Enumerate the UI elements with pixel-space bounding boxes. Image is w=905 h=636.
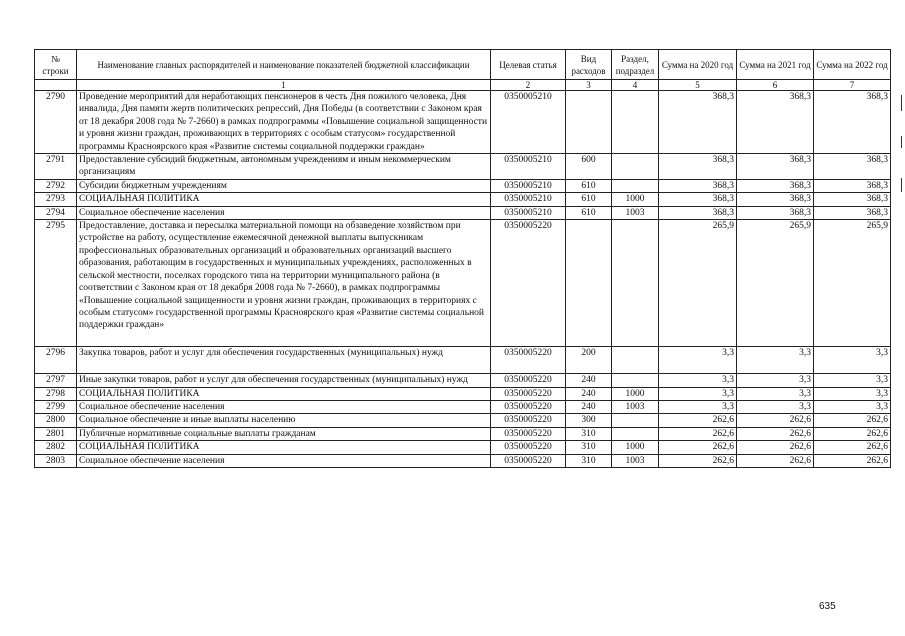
row-sum-2020: 265,9	[659, 220, 737, 347]
row-sum-2022: 368,3	[814, 91, 891, 154]
row-target: 0350005210	[491, 91, 566, 154]
row-type: 610	[566, 179, 612, 192]
table-row	[35, 346, 891, 373]
row-section	[612, 427, 659, 440]
table-row	[35, 374, 891, 387]
table-row	[35, 91, 891, 154]
row-name: СОЦИАЛЬНАЯ ПОЛИТИКА	[77, 193, 491, 206]
row-sum-2022: 262,6	[814, 441, 891, 454]
table-row	[35, 387, 891, 400]
table-row	[35, 206, 891, 219]
row-sum-2021: 3,3	[737, 346, 814, 373]
row-section: 1003	[612, 454, 659, 467]
row-name: СОЦИАЛЬНАЯ ПОЛИТИКА	[77, 441, 491, 454]
header-sum-2020: Сумма на 2020 год	[659, 50, 737, 80]
row-number: 2796	[35, 346, 77, 373]
row-name: Предоставление субсидий бюджетным, автономным учреждениям и иным некоммерческим организациям	[77, 154, 491, 180]
row-name: Социальное обеспечение населения	[77, 206, 491, 219]
column-number-row	[35, 80, 891, 91]
row-section: 1003	[612, 400, 659, 413]
row-type: 310	[566, 427, 612, 440]
table-row	[35, 427, 891, 440]
row-sum-2021: 368,3	[737, 154, 814, 180]
row-target: 0350005210	[491, 206, 566, 219]
row-sum-2022: 262,6	[814, 427, 891, 440]
row-sum-2020: 368,3	[659, 193, 737, 206]
row-target: 0350005220	[491, 387, 566, 400]
row-target: 0350005210	[491, 154, 566, 180]
row-sum-2020: 262,6	[659, 454, 737, 467]
header-name: Наименование главных распорядителей и наименование показателей бюджетной классификации	[77, 50, 491, 80]
row-sum-2022: 265,9	[814, 220, 891, 347]
row-sum-2020: 3,3	[659, 387, 737, 400]
table-row	[35, 400, 891, 413]
row-name: Иные закупки товаров, работ и услуг для обеспечения государственных (муниципальных) нужд	[77, 374, 491, 387]
header-section: Раздел, подраздел	[612, 50, 659, 80]
row-number: 2799	[35, 400, 77, 413]
row-sum-2021: 3,3	[737, 400, 814, 413]
page-number: 635	[819, 601, 836, 612]
row-sum-2020: 368,3	[659, 91, 737, 154]
column-number: 7	[814, 80, 891, 91]
row-section	[612, 346, 659, 373]
row-sum-2022: 3,3	[814, 374, 891, 387]
row-section	[612, 179, 659, 192]
row-section	[612, 414, 659, 427]
row-sum-2022: 262,6	[814, 414, 891, 427]
column-number	[35, 80, 77, 91]
row-number: 2803	[35, 454, 77, 467]
row-type: 310	[566, 441, 612, 454]
row-number: 2791	[35, 154, 77, 180]
row-name: Социальное обеспечение населения	[77, 400, 491, 413]
row-number: 2792	[35, 179, 77, 192]
row-sum-2021: 368,3	[737, 206, 814, 219]
column-number: 1	[77, 80, 491, 91]
row-sum-2021: 262,6	[737, 441, 814, 454]
table-row	[35, 179, 891, 192]
row-section	[612, 220, 659, 347]
row-target: 0350005210	[491, 193, 566, 206]
header-sum-2022: Сумма на 2022 год	[814, 50, 891, 80]
header-row-no: № строки	[35, 50, 77, 80]
budget-table	[34, 49, 891, 468]
row-section	[612, 374, 659, 387]
table-row	[35, 154, 891, 180]
row-section: 1003	[612, 206, 659, 219]
row-sum-2021: 262,6	[737, 454, 814, 467]
row-target: 0350005220	[491, 374, 566, 387]
row-name: Социальное обеспечение и иные выплаты населению	[77, 414, 491, 427]
row-name: Закупка товаров, работ и услуг для обеспечения государственных (муниципальных) нужд	[77, 346, 491, 373]
row-type: 240	[566, 387, 612, 400]
row-number: 2797	[35, 374, 77, 387]
row-target: 0350005220	[491, 346, 566, 373]
header-type: Вид расходов	[566, 50, 612, 80]
row-number: 2795	[35, 220, 77, 347]
row-sum-2022: 368,3	[814, 154, 891, 180]
row-target: 0350005210	[491, 179, 566, 192]
table-row	[35, 220, 891, 347]
row-number: 2802	[35, 441, 77, 454]
row-sum-2020: 262,6	[659, 427, 737, 440]
row-sum-2020: 3,3	[659, 346, 737, 373]
row-sum-2022: 3,3	[814, 400, 891, 413]
column-number: 2	[491, 80, 566, 91]
scan-edge-mark	[901, 136, 902, 148]
table-row	[35, 414, 891, 427]
row-sum-2022: 262,6	[814, 454, 891, 467]
row-sum-2021: 265,9	[737, 220, 814, 347]
row-number: 2800	[35, 414, 77, 427]
row-name: Субсидии бюджетным учреждениям	[77, 179, 491, 192]
row-type: 600	[566, 154, 612, 180]
row-sum-2022: 3,3	[814, 387, 891, 400]
row-target: 0350005220	[491, 400, 566, 413]
row-sum-2022: 3,3	[814, 346, 891, 373]
row-name: Публичные нормативные социальные выплаты гражданам	[77, 427, 491, 440]
row-number: 2798	[35, 387, 77, 400]
row-section	[612, 91, 659, 154]
row-sum-2020: 262,6	[659, 414, 737, 427]
table-row	[35, 193, 891, 206]
row-section: 1000	[612, 387, 659, 400]
row-type: 610	[566, 193, 612, 206]
row-sum-2021: 3,3	[737, 374, 814, 387]
table-row	[35, 441, 891, 454]
row-sum-2021: 262,6	[737, 414, 814, 427]
row-sum-2022: 368,3	[814, 206, 891, 219]
row-target: 0350005220	[491, 441, 566, 454]
scan-edge-mark	[901, 178, 902, 192]
row-sum-2020: 3,3	[659, 374, 737, 387]
row-target: 0350005220	[491, 414, 566, 427]
row-type: 300	[566, 414, 612, 427]
column-number: 6	[737, 80, 814, 91]
column-number: 3	[566, 80, 612, 91]
row-sum-2021: 3,3	[737, 387, 814, 400]
row-type: 240	[566, 400, 612, 413]
row-type: 610	[566, 206, 612, 219]
row-sum-2021: 368,3	[737, 91, 814, 154]
row-sum-2021: 368,3	[737, 193, 814, 206]
row-number: 2793	[35, 193, 77, 206]
row-target: 0350005220	[491, 454, 566, 467]
row-number: 2794	[35, 206, 77, 219]
row-target: 0350005220	[491, 220, 566, 347]
row-number: 2790	[35, 91, 77, 154]
row-type	[566, 91, 612, 154]
header-row	[35, 50, 891, 80]
row-target: 0350005220	[491, 427, 566, 440]
header-sum-2021: Сумма на 2021 год	[737, 50, 814, 80]
row-sum-2020: 368,3	[659, 206, 737, 219]
table-row	[35, 454, 891, 467]
column-number: 5	[659, 80, 737, 91]
row-sum-2020: 368,3	[659, 154, 737, 180]
row-name: Предоставление, доставка и пересылка материальной помощи на обзаведение хозяйством при устройстве на работу, осуществление ежемесячной денежной выплаты выпускникам профессиональных образовательных организаций и образовательных организаций высшего образования, работающим в государственных и муниципальных учреждениях, расположенных в сельской местности, поселках городского типа на территории муниципального района (в соответствии с Законом края от 18 декабря 2008 года № 7-2660), в рамках подпрограммы «Повышение социальной защищенности и уровня жизни граждан, проживающих в территориях с особым статусом» государственной программы Красноярского края «Развитие системы социальной поддержки граждан»	[77, 220, 491, 347]
row-sum-2020: 3,3	[659, 400, 737, 413]
row-sum-2021: 262,6	[737, 427, 814, 440]
column-number: 4	[612, 80, 659, 91]
row-type	[566, 220, 612, 347]
row-type: 240	[566, 374, 612, 387]
row-name: Проведение мероприятий для неработающих пенсионеров в честь Дня пожилого человека, Дня инвалида, Дня памяти жертв политических репрессий, Дня Победы (в соответствии с Законом края от 18 декабря 2008 года № 7-2660) в рамках подпрограммы «Повышение социальной защищенности и уровня жизни граждан, проживающих в территориях с особым статусом» государственной программы Красноярского края «Развитие системы социальной поддержки граждан»	[77, 91, 491, 154]
row-sum-2020: 262,6	[659, 441, 737, 454]
row-section: 1000	[612, 193, 659, 206]
row-type: 310	[566, 454, 612, 467]
row-sum-2021: 368,3	[737, 179, 814, 192]
row-sum-2020: 368,3	[659, 179, 737, 192]
row-type: 200	[566, 346, 612, 373]
row-sum-2022: 368,3	[814, 193, 891, 206]
row-number: 2801	[35, 427, 77, 440]
row-section: 1000	[612, 441, 659, 454]
scan-edge-mark	[901, 95, 902, 111]
row-name: СОЦИАЛЬНАЯ ПОЛИТИКА	[77, 387, 491, 400]
header-target: Целевая статья	[491, 50, 566, 80]
row-section	[612, 154, 659, 180]
row-name: Социальное обеспечение населения	[77, 454, 491, 467]
row-sum-2022: 368,3	[814, 179, 891, 192]
